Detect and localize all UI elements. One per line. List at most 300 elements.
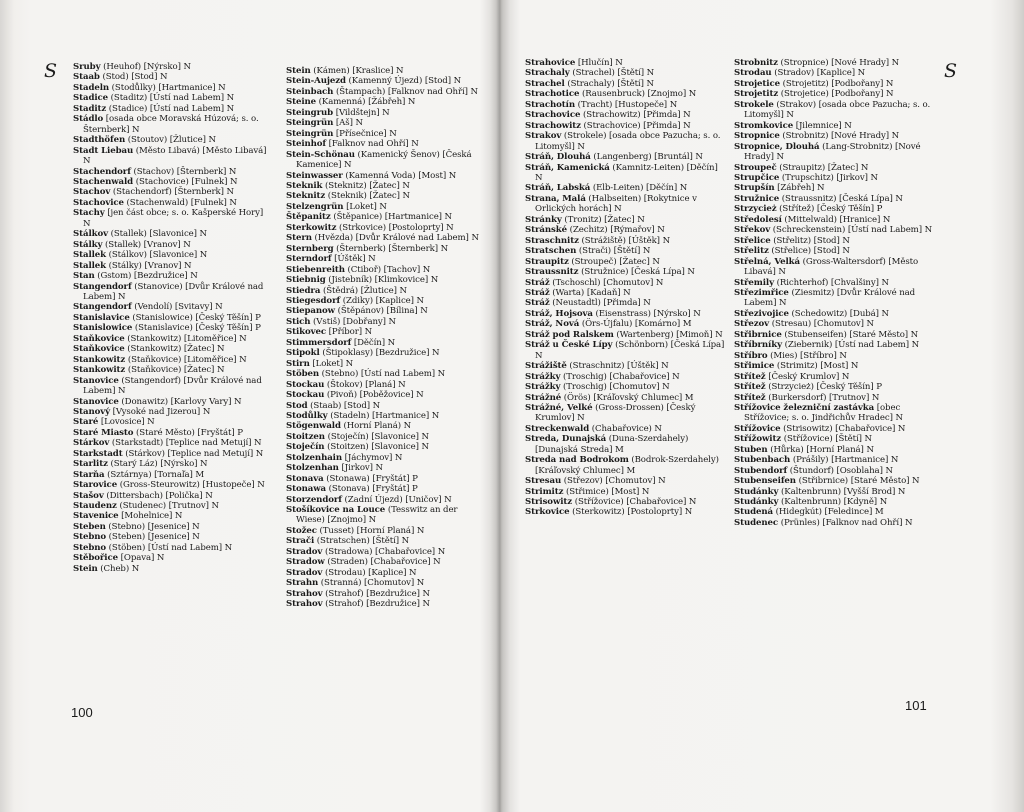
gazetteer-entry [73, 250, 271, 260]
gazetteer-entry [73, 417, 271, 427]
entry-headword: Straussnitz [525, 267, 579, 278]
entry-details: (Stubenseifen) [Staré Město] N [781, 329, 919, 340]
entry-details: (Staňkovice) [Litoměřice] N [125, 354, 247, 365]
entry-headword: Střelice [734, 235, 771, 246]
entry-details: (Wartenberg) [Mimoň] N [613, 329, 723, 340]
entry-headword: Staré [73, 417, 99, 428]
entry-details: (Ctiboř) [Tachov] N [344, 264, 431, 275]
entry-details: (Štěpanice) [Hartmanice] N [330, 212, 452, 223]
entry-headword: Střibrnice [734, 329, 782, 340]
gazetteer-entry [73, 146, 271, 167]
entry-details: (Tesswitz an der Wiese) [Znojmo] N [296, 505, 458, 526]
entry-details: (Zechitz) [Rýmařov] N [566, 225, 665, 236]
gazetteer-entry [286, 118, 484, 128]
entry-headword: Stankowitz [73, 354, 126, 365]
entry-headword: Strážky [525, 371, 561, 382]
entry-details: (Stružnice) [Česká Lípa] N [578, 267, 695, 278]
gazetteer-entry [525, 487, 725, 497]
gazetteer-entry [525, 309, 725, 319]
entry-headword: Stošíkovice na Louce [286, 505, 386, 516]
entry-headword: Strážky [525, 382, 561, 393]
entry-headword: Střimice [734, 361, 775, 372]
entry-details: (Stranná) [Chomutov] N [318, 578, 425, 589]
gazetteer-entry [525, 319, 725, 329]
entry-details: (Rausenbruck) [Znojmo] N [579, 89, 697, 100]
gazetteer-entry [525, 225, 725, 235]
entry-details: (Kamenná) [Žábřeh] N [316, 97, 416, 108]
entry-headword: Steinwasser [286, 170, 343, 181]
entry-details: (Štundorf) [Osoblaha] N [787, 465, 893, 476]
entry-details: (Stod) [Stod] N [99, 72, 168, 83]
entry-headword: Stradov [286, 567, 323, 578]
gazetteer-entry [286, 348, 484, 358]
entry-headword: Steingrün [286, 118, 334, 129]
gazetteer-entry [734, 382, 934, 392]
entry-details: (Zdiky) [Kaplice] N [340, 295, 424, 306]
entry-details: (Trupschitz) [Jirkov] N [779, 172, 878, 183]
entry-headword: Stolzenhan [286, 463, 339, 474]
entry-details: [Děčín] N [351, 337, 395, 348]
entry-headword: Stráž [525, 287, 550, 298]
entry-headword: Stelzengrün [286, 201, 344, 212]
gazetteer-entry [734, 434, 934, 444]
entry-headword: Stubenbach [734, 455, 791, 466]
entry-details: (Dittersbach) [Polička] N [103, 490, 213, 501]
section-letter: S [44, 60, 58, 82]
entry-headword: Sterkowitz [286, 222, 337, 233]
gazetteer-entry [525, 393, 725, 403]
gazetteer-entry [286, 76, 484, 86]
entry-headword: Stolzenhain [286, 452, 342, 463]
entry-details: [Vysoké nad Jizerou] N [110, 406, 211, 417]
entry-headword: Stöben [286, 369, 320, 380]
gazetteer-entry [525, 372, 725, 382]
entry-details: (Strkovice) [Postoloprty] N [336, 222, 454, 233]
entry-details: (Strachel) [Štětí] N [569, 68, 655, 79]
entry-details: (Langenberg) [Bruntál] N [590, 152, 703, 163]
gazetteer-entry [525, 361, 725, 371]
entry-details: (Stradov) [Kaplice] N [771, 68, 866, 79]
entry-headword: Strzycież [734, 204, 777, 215]
entry-details: (Straden) [Chabařovice] N [324, 557, 441, 568]
gazetteer-entry [734, 68, 934, 78]
entry-details: (Staab) [Stod] N [307, 400, 381, 411]
entry-details: (Strahof) [Bezdružice] N [322, 599, 430, 610]
entry-headword: Stebno [73, 532, 107, 543]
gazetteer-entry [734, 163, 934, 173]
entry-details: (Stroupeč) [Žatec] N [568, 256, 660, 267]
entry-headword: Stiegesdorf [286, 295, 341, 306]
entry-headword: Starňa [73, 469, 105, 480]
gazetteer-entry [73, 543, 271, 553]
entry-details: (Strakov) [osada obce Pazucha; s. o. Litomyšl] N [744, 99, 931, 121]
gazetteer-entry [73, 491, 271, 501]
gazetteer-entry [525, 424, 725, 434]
gazetteer-entry [73, 229, 271, 239]
entry-details: (Střížovice) [Chabařovice] N [572, 497, 697, 508]
entry-details: (Starkstadt) [Teplice nad Metují] N [109, 438, 262, 449]
entry-headword: Strojetice [734, 78, 780, 89]
gazetteer-entry [525, 236, 725, 246]
entry-details: (Stachenwald) [Fulnek] N [123, 197, 237, 208]
entry-headword: Steben [73, 521, 106, 532]
gazetteer-entry [734, 319, 934, 329]
entry-details: (Elb-Leiten) [Děčín] N [590, 183, 688, 194]
entry-details: [Příbor] N [326, 327, 373, 338]
gazetteer-entry [734, 288, 934, 309]
entry-details: (Cheb) N [97, 563, 140, 574]
gazetteer-entry [73, 407, 271, 417]
gazetteer-entry [286, 97, 484, 107]
gazetteer-entry [525, 434, 725, 455]
entry-headword: Střížowitz [734, 434, 782, 445]
entry-headword: Stožec [286, 525, 317, 536]
gazetteer-entry [525, 58, 725, 68]
entry-headword: Strodau [734, 68, 772, 79]
entry-details: (Město Libavá) [Město Libavá] N [83, 145, 267, 167]
entry-details: (Stonava) [Fryštát] P [326, 484, 418, 495]
entry-details: (Střelice) [Stod] N [768, 246, 850, 257]
gazetteer-entry [73, 355, 271, 365]
entry-details: (Střibrnice) [Staré Město] N [795, 476, 920, 487]
entry-details: (Prünles) [Falknov nad Ohří] N [778, 517, 913, 528]
entry-headword: Storzendorf [286, 494, 342, 505]
entry-details: (Strahof) [Bezdružice] N [322, 588, 430, 599]
entry-details: (Stropnice) [Nové Hrady] N [777, 58, 900, 68]
gazetteer-entry [734, 236, 934, 246]
gazetteer-entry [286, 401, 484, 411]
gazetteer-entry [734, 79, 934, 89]
gazetteer-entry [286, 306, 484, 316]
gazetteer-entry [286, 463, 484, 473]
gazetteer-entry [286, 568, 484, 578]
entry-headword: Stavenice [73, 511, 119, 522]
entry-details: (Kamnitz-Leiten) [Děčín] N [535, 162, 718, 183]
entry-headword: Stachy [73, 208, 105, 219]
gazetteer-entry [286, 526, 484, 536]
gazetteer-entry [286, 244, 484, 254]
gazetteer-entry [734, 173, 934, 183]
entry-headword: Stanislavice [73, 312, 130, 323]
entry-details: (Stoutov) [Žlutice] N [125, 135, 216, 146]
entry-headword: Sterndorf [286, 254, 332, 265]
entry-details: (Strachowitz) [Přimda] N [580, 110, 691, 121]
entry-details: (Örös) [Kráľovský Chlumec] M [561, 392, 694, 403]
entry-headword: Stachov [73, 187, 111, 198]
entry-details: (Strážiště) [Úštěk] N [578, 235, 670, 246]
entry-headword: Strachel [525, 78, 565, 89]
entry-details: [Jilemnice] N [793, 120, 852, 131]
entry-headword: Stropnice, Dlouhá [734, 141, 820, 152]
entry-headword: Starovice [73, 480, 118, 491]
entry-headword: Staudenz [73, 501, 117, 512]
entry-headword: Strači [286, 536, 315, 547]
entry-headword: Střítež [734, 392, 766, 403]
entry-details: (Gross-Steurowitz) [Hustopeče] N [117, 480, 265, 491]
gazetteer-entry [73, 511, 271, 521]
entry-details: (Sztárnya) [Tornaľa] M [104, 469, 205, 480]
gazetteer-entry [73, 438, 271, 448]
entry-headword: Stráž pod Ralskem [525, 329, 614, 340]
gazetteer-entry [73, 271, 271, 281]
entry-headword: Stikovec [286, 327, 327, 338]
entry-details: (Staňkovice) [Žatec] N [125, 365, 225, 376]
entry-headword: Střížovice [734, 423, 781, 434]
entry-headword: Stebno [73, 542, 107, 553]
entry-details: [Jirkov] N [338, 463, 383, 474]
gazetteer-entry [73, 240, 271, 250]
gazetteer-entry [734, 215, 934, 225]
entry-headword: Stein-Aujezd [286, 76, 346, 87]
gazetteer-entry [286, 390, 484, 400]
entry-headword: Streda nad Bodrokom [525, 455, 629, 466]
gazetteer-entry [525, 215, 725, 225]
gazetteer-entry [286, 547, 484, 557]
entry-headword: Strachovice [525, 110, 581, 121]
gazetteer-entry [734, 340, 934, 350]
entry-headword: Sruby [73, 62, 101, 72]
entry-details: (Vstiš) [Dobřany] N [310, 316, 396, 327]
gazetteer-entry [73, 323, 271, 333]
entry-headword: Strahovice [525, 58, 576, 68]
gazetteer-entry [734, 507, 934, 517]
entry-details: (Šternberk) [Šternberk] N [333, 243, 449, 254]
gazetteer-entry [525, 330, 725, 340]
gazetteer-entry [525, 298, 725, 308]
gazetteer-entry [286, 442, 484, 452]
entry-details: (Stálky) [Vranov] N [106, 260, 192, 271]
entry-headword: Straupitz [525, 256, 569, 267]
gazetteer-entry [734, 142, 934, 163]
entry-details: (Burkersdorf) [Trutnov] N [765, 392, 880, 403]
entry-details: [Vildštejn] N [333, 107, 390, 118]
entry-headword: Stoječín [286, 442, 325, 453]
gazetteer-entry [286, 275, 484, 285]
gazetteer-entry [525, 68, 725, 78]
entry-details: (Střezov) [Chomutov] N [561, 476, 666, 487]
gazetteer-entry [73, 376, 271, 397]
gazetteer-entry [286, 265, 484, 275]
gazetteer-entry [525, 152, 725, 162]
entry-headword: Stankowitz [73, 365, 126, 376]
entry-headword: Stráž, Hojsova [525, 308, 593, 319]
entry-headword: Steinbach [286, 86, 334, 97]
entry-details: (Strači) [Štětí] N [576, 246, 651, 257]
gazetteer-entry [734, 518, 934, 528]
gazetteer-entry [525, 497, 725, 507]
entry-headword: Stadthöfen [73, 135, 126, 146]
gazetteer-entry [73, 313, 271, 323]
entry-headword: Stanislowice [73, 323, 133, 334]
entry-details: (Stankowitz) [Litoměřice] N [124, 333, 247, 344]
entry-details: (Starý Láz) [Nýrsko] N [107, 459, 208, 470]
entry-headword: Steknitz [286, 191, 326, 202]
gazetteer-entry [286, 327, 484, 337]
entry-details: (Stadeln) [Hartmanice] N [327, 410, 440, 421]
entry-headword: Stiebenreith [286, 264, 345, 275]
gazetteer-entry [734, 183, 934, 193]
entry-details: [Loket] N [343, 201, 387, 212]
entry-details: (Horní Planá) N [340, 421, 412, 432]
entry-details: (Štěpánov) [Bílina] N [334, 306, 428, 317]
entry-details: (Stöben) [Ústí nad Labem] N [106, 542, 233, 553]
entry-details: [Aš] N [333, 118, 363, 129]
entry-details: (Mies) [Stříbro] N [767, 350, 847, 361]
entry-headword: Strimitz [525, 486, 564, 497]
entry-headword: Středolesí [734, 214, 782, 225]
entry-headword: Stráž, Nová [525, 319, 580, 330]
entry-details: (Jistebník) [Klimkovice] N [325, 275, 439, 286]
entry-headword: Strana, Malá [525, 193, 586, 204]
gazetteer-entry [286, 557, 484, 567]
gazetteer-entry [525, 382, 725, 392]
entry-details: [Loket] N [309, 358, 354, 369]
gazetteer-entry [286, 66, 484, 76]
entry-headword: Strakov [525, 131, 562, 142]
entry-headword: Stráž [525, 298, 550, 309]
gazetteer-entry [286, 380, 484, 390]
gazetteer-entry [73, 532, 271, 542]
entry-headword: Stubenseifen [734, 476, 796, 487]
entry-details: (Strojetitz) [Podbořany] N [779, 78, 894, 89]
left-page [0, 0, 500, 812]
entry-headword: Strachaly [525, 68, 570, 79]
gazetteer-entry [734, 497, 934, 507]
entry-details: (Strobnitz) [Nové Hrady] N [779, 131, 900, 142]
entry-details: (Steben) [Jesenice] N [106, 532, 200, 543]
entry-headword: Stružnice [734, 193, 780, 204]
entry-details: (Stachovice) [Fulnek] N [133, 176, 238, 187]
entry-headword: Stiedra [286, 285, 321, 296]
entry-headword: Stanovice [73, 375, 119, 386]
gazetteer-entry [286, 421, 484, 431]
entry-details: (Stadice) [Ústí nad Labem] N [106, 103, 235, 114]
entry-details: (Stebno) [Jesenice] N [105, 521, 200, 532]
entry-headword: Stroupeč [734, 162, 777, 173]
entry-details: (Stebno) [Ústí nad Labem] N [319, 369, 446, 380]
entry-details: (Örs-Újfalu) [Komárno] M [579, 319, 692, 330]
gazetteer-entry [525, 455, 725, 476]
entry-details: (Stallek) [Vranov] N [102, 239, 191, 250]
gazetteer-entry [73, 459, 271, 469]
section-letter: S [944, 60, 958, 82]
entry-headword: Straschnitz [525, 235, 579, 246]
right-page [510, 0, 1024, 812]
entry-details: (Hidegkút) [Feledince] M [773, 507, 884, 518]
entry-headword: Studánky [734, 497, 779, 508]
entry-headword: Štěpanitz [286, 212, 331, 223]
entry-details: (Stanovice) [Dvůr Králové nad Labem] N [83, 281, 264, 302]
entry-headword: Střezov [734, 319, 770, 330]
gazetteer-entry [734, 455, 934, 465]
entry-headword: Stockau [286, 390, 325, 401]
entry-headword: Stod [286, 400, 308, 411]
entry-headword: Strážiště [525, 361, 567, 372]
gazetteer-entry [734, 351, 934, 361]
entry-details: (Steknitz) [Žatec] N [322, 180, 410, 191]
entry-headword: Stádlo [73, 114, 104, 125]
entry-details: (Stachendorf) [Šternberk] N [110, 187, 234, 198]
entry-details: (Střimice) [Most] N [563, 486, 650, 497]
entry-headword: Stráň, Kamenická [525, 162, 610, 173]
entry-headword: Stallek [73, 260, 106, 271]
entry-headword: Starlitz [73, 459, 108, 470]
entry-headword: Stubendorf [734, 465, 788, 476]
entry-headword: Strobnitz [734, 58, 778, 68]
entry-details: [Lovosice] N [98, 417, 155, 428]
entry-headword: Staňkovice [73, 333, 125, 344]
entry-headword: Stratschen [525, 246, 577, 257]
gazetteer-entry [525, 476, 725, 486]
entry-headword: Strupčice [734, 172, 780, 183]
entry-headword: Stein [286, 66, 311, 76]
gazetteer-entry [286, 87, 484, 97]
gazetteer-entry [734, 204, 934, 214]
entry-details: (Steknik) [Žatec] N [325, 191, 410, 202]
entry-headword: Stein-Schönau [286, 149, 355, 160]
gazetteer-entry [734, 58, 934, 68]
gazetteer-entry [73, 480, 271, 490]
entry-details: (Stonawa) [Fryštát] P [323, 473, 418, 484]
entry-headword: Stachendorf [73, 166, 131, 177]
entry-details: (Straschnitz) [Úštěk] N [566, 361, 669, 372]
entry-headword: Steinhof [286, 139, 327, 150]
entry-details: (Prášily) [Hartmanice] N [790, 455, 899, 466]
entry-details: (Kámen) [Kraslice] N [310, 66, 404, 76]
entry-details: (Neustadtl) [Přimda] N [549, 298, 651, 309]
entry-details: (Tschoschl) [Chomutov] N [549, 277, 664, 288]
entry-headword: Stálkov [73, 229, 108, 240]
entry-details: (Tronitz) [Žatec] N [561, 214, 645, 225]
right-column-2 [734, 58, 934, 528]
entry-details: (Warta) [Kadaň] N [549, 287, 631, 298]
entry-headword: Streckenwald [525, 423, 590, 434]
entry-headword: Stresau [525, 476, 562, 487]
entry-details: (Sterkowitz) [Postoloprty] N [569, 507, 693, 518]
entry-details: (Strimitz) [Most] N [774, 361, 859, 372]
entry-details: (Kaltenbrunn) [Vyšší Brod] N [778, 486, 906, 497]
entry-headword: Střekov [734, 225, 771, 236]
entry-details: (Stanislavice) [Český Těšín] P [132, 323, 261, 334]
entry-details: (Stoječín) [Slavonice] N [324, 431, 429, 442]
gazetteer-entry [525, 507, 725, 517]
entry-headword: Stříbrníky [734, 340, 782, 351]
entry-headword: Stadeln [73, 82, 110, 93]
entry-details: (Troschig) [Chomutov] N [560, 382, 670, 393]
entry-details: (Ziesmitz) [Dvůr Králové nad Labem] N [744, 287, 916, 309]
gazetteer-entry [525, 278, 725, 288]
entry-headword: Střelitz [734, 246, 769, 257]
gazetteer-entry [286, 212, 484, 222]
entry-headword: Staňkovice [73, 344, 125, 355]
left-column-2 [286, 66, 484, 610]
gazetteer-entry [286, 171, 484, 181]
entry-headword: Stodůlky [286, 410, 328, 421]
entry-details: (Lang-Strobnitz) [Nové Hrady] N [744, 141, 921, 163]
entry-headword: Strokele [734, 99, 774, 110]
gazetteer-entry [525, 131, 725, 152]
entry-details: (Strojetice) [Podbořany] N [778, 89, 894, 100]
entry-details: [Přísečnice] N [333, 128, 397, 139]
entry-headword: Strkovice [525, 507, 570, 518]
entry-headword: Strahn [286, 578, 319, 589]
gazetteer-entry [73, 334, 271, 344]
gazetteer-entry [286, 181, 484, 191]
entry-details: [Mohelnice] N [118, 511, 183, 522]
gazetteer-entry [286, 536, 484, 546]
entry-headword: Strojetitz [734, 89, 779, 100]
gazetteer-entry [73, 93, 271, 103]
